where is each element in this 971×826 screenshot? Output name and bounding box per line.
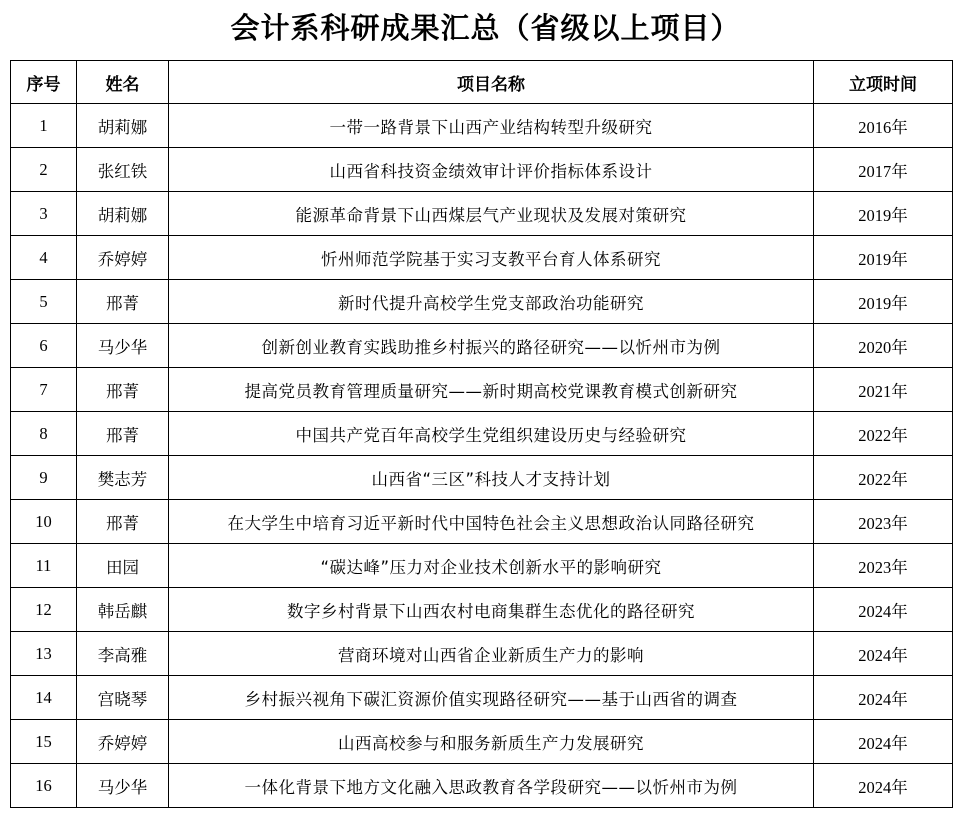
table-row — [11, 456, 953, 500]
year-unit: 年 — [891, 249, 908, 269]
year-unit: 年 — [891, 337, 908, 357]
project-title-cell: 营商环境对山西省企业新质生产力的影响 — [169, 632, 814, 676]
name-cell: 乔婷婷 — [77, 720, 169, 764]
year-value: 2022 — [858, 425, 892, 445]
year-value: 2024 — [858, 601, 892, 621]
year-value: 2023 — [858, 513, 892, 533]
year-unit: 年 — [891, 205, 908, 225]
name-cell: 韩岳麒 — [77, 588, 169, 632]
serial-number-cell: 3 — [11, 192, 77, 236]
project-title-cell: “碳达峰”压力对企业技术创新水平的影响研究 — [169, 544, 814, 588]
serial-number-cell: 4 — [11, 236, 77, 280]
serial-number-cell: 15 — [11, 720, 77, 764]
table-row — [11, 720, 953, 764]
table-row — [11, 588, 953, 632]
page-title: 会计系科研成果汇总（省级以上项目） — [230, 11, 741, 45]
serial-number-cell: 8 — [11, 412, 77, 456]
name-cell: 马少华 — [77, 324, 169, 368]
year-value: 2021 — [858, 381, 892, 401]
research-projects-table — [10, 60, 953, 808]
header-serial-number: 序号 — [11, 61, 77, 104]
serial-number-cell: 6 — [11, 324, 77, 368]
table-row — [11, 544, 953, 588]
name-cell: 樊志芳 — [77, 456, 169, 500]
approval-year-cell — [814, 412, 953, 456]
year-unit: 年 — [891, 777, 908, 797]
approval-year-cell — [814, 324, 953, 368]
year-value: 2019 — [858, 205, 892, 225]
table-row — [11, 236, 953, 280]
year-unit: 年 — [891, 293, 908, 313]
serial-number-cell: 1 — [11, 104, 77, 148]
name-cell: 邢菁 — [77, 500, 169, 544]
project-title-cell: 在大学生中培育习近平新时代中国特色社会主义思想政治认同路径研究 — [169, 500, 814, 544]
year-unit: 年 — [891, 645, 908, 665]
year-value: 2019 — [858, 249, 892, 269]
header-project-title: 项目名称 — [169, 61, 814, 104]
table-row — [11, 104, 953, 148]
table-row — [11, 412, 953, 456]
project-title-cell: 新时代提升高校学生党支部政治功能研究 — [169, 280, 814, 324]
year-unit: 年 — [891, 689, 908, 709]
name-cell: 张红铁 — [77, 148, 169, 192]
table-row — [11, 192, 953, 236]
table-header-row — [11, 61, 953, 104]
approval-year-cell — [814, 236, 953, 280]
table-row — [11, 148, 953, 192]
name-cell: 邢菁 — [77, 280, 169, 324]
name-cell: 李高雅 — [77, 632, 169, 676]
year-value: 2024 — [858, 645, 892, 665]
approval-year-cell — [814, 764, 953, 808]
table-row — [11, 500, 953, 544]
table-body — [11, 104, 953, 808]
year-unit: 年 — [891, 733, 908, 753]
year-value: 2020 — [858, 337, 892, 357]
approval-year-cell — [814, 104, 953, 148]
serial-number-cell: 10 — [11, 500, 77, 544]
serial-number-cell: 14 — [11, 676, 77, 720]
project-title-cell: 一带一路背景下山西产业结构转型升级研究 — [169, 104, 814, 148]
table-row — [11, 280, 953, 324]
year-unit: 年 — [891, 425, 908, 445]
project-title-cell: 山西省科技资金绩效审计评价指标体系设计 — [169, 148, 814, 192]
name-cell: 马少华 — [77, 764, 169, 808]
year-unit: 年 — [891, 513, 908, 533]
project-title-cell: 中国共产党百年高校学生党组织建设历史与经验研究 — [169, 412, 814, 456]
serial-number-cell: 12 — [11, 588, 77, 632]
approval-year-cell — [814, 368, 953, 412]
project-title-cell: 山西高校参与和服务新质生产力发展研究 — [169, 720, 814, 764]
table-row — [11, 368, 953, 412]
approval-year-cell — [814, 500, 953, 544]
serial-number-cell: 9 — [11, 456, 77, 500]
header-name: 姓名 — [77, 61, 169, 104]
approval-year-cell — [814, 280, 953, 324]
approval-year-cell — [814, 676, 953, 720]
approval-year-cell — [814, 148, 953, 192]
year-unit: 年 — [891, 381, 908, 401]
table-row — [11, 676, 953, 720]
project-title-cell: 数字乡村背景下山西农村电商集群生态优化的路径研究 — [169, 588, 814, 632]
year-value: 2024 — [858, 733, 892, 753]
project-title-cell: 一体化背景下地方文化融入思政教育各学段研究——以忻州市为例 — [169, 764, 814, 808]
header-approval-year: 立项时间 — [814, 61, 953, 104]
year-value: 2019 — [858, 293, 892, 313]
project-title-cell: 能源革命背景下山西煤层气产业现状及发展对策研究 — [169, 192, 814, 236]
year-value: 2016 — [858, 117, 892, 137]
year-unit: 年 — [891, 469, 908, 489]
year-value: 2023 — [858, 557, 892, 577]
name-cell: 宫晓琴 — [77, 676, 169, 720]
name-cell: 邢菁 — [77, 412, 169, 456]
project-title-cell: 忻州师范学院基于实习支教平台育人体系研究 — [169, 236, 814, 280]
name-cell: 田园 — [77, 544, 169, 588]
serial-number-cell: 5 — [11, 280, 77, 324]
name-cell: 胡莉娜 — [77, 104, 169, 148]
name-cell: 邢菁 — [77, 368, 169, 412]
name-cell: 胡莉娜 — [77, 192, 169, 236]
project-title-cell: 山西省“三区”科技人才支持计划 — [169, 456, 814, 500]
serial-number-cell: 11 — [11, 544, 77, 588]
table-row — [11, 324, 953, 368]
table-row — [11, 764, 953, 808]
approval-year-cell — [814, 456, 953, 500]
serial-number-cell: 7 — [11, 368, 77, 412]
serial-number-cell: 13 — [11, 632, 77, 676]
year-unit: 年 — [891, 161, 908, 181]
year-value: 2024 — [858, 689, 892, 709]
year-unit: 年 — [891, 557, 908, 577]
year-value: 2022 — [858, 469, 892, 489]
name-cell: 乔婷婷 — [77, 236, 169, 280]
year-value: 2017 — [858, 161, 892, 181]
approval-year-cell — [814, 588, 953, 632]
year-unit: 年 — [891, 601, 908, 621]
project-title-cell: 创新创业教育实践助推乡村振兴的路径研究——以忻州市为例 — [169, 324, 814, 368]
serial-number-cell: 2 — [11, 148, 77, 192]
project-title-cell: 乡村振兴视角下碳汇资源价值实现路径研究——基于山西省的调查 — [169, 676, 814, 720]
project-title-cell: 提高党员教育管理质量研究——新时期高校党课教育模式创新研究 — [169, 368, 814, 412]
approval-year-cell — [814, 544, 953, 588]
approval-year-cell — [814, 632, 953, 676]
year-unit: 年 — [891, 117, 908, 137]
approval-year-cell — [814, 720, 953, 764]
serial-number-cell: 16 — [11, 764, 77, 808]
approval-year-cell — [814, 192, 953, 236]
table-row — [11, 632, 953, 676]
year-value: 2024 — [858, 777, 892, 797]
